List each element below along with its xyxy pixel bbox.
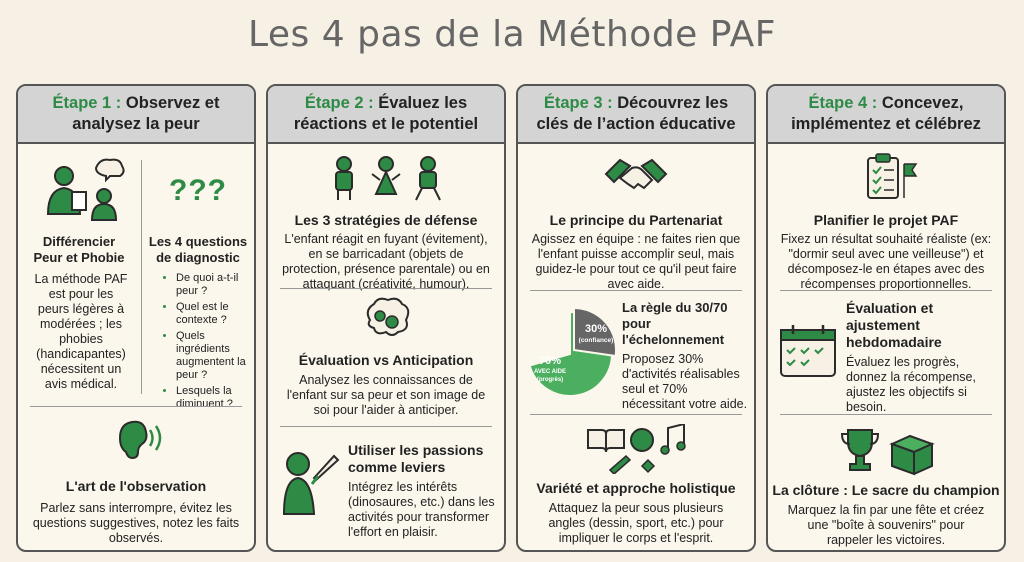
- diagnostic-question-4: • Lesquels la diminuent ?: [176, 385, 250, 411]
- section-divider: [530, 290, 742, 291]
- step-3-heading-line-2: clés de l’action éducative: [536, 115, 736, 133]
- section-divider: [30, 406, 242, 407]
- section-divider: [280, 426, 492, 427]
- step-2-label: Étape 2 :: [304, 94, 374, 112]
- weekly-title-line-2: ajustement: [846, 317, 920, 333]
- plan-project-title: Planifier le projet PAF: [813, 212, 959, 228]
- calendar-icon: [778, 322, 840, 380]
- pencil-icon: [610, 456, 630, 474]
- differentiate-title-line-1: Différencier: [42, 234, 116, 249]
- section-divider: [780, 290, 992, 291]
- pie-30-label: 30%: [584, 323, 608, 335]
- holistic-text: Attaquez la peur sous plusieurs angles (dessin, sport, etc.) pour impliquer le corps et l'esprit.: [548, 501, 724, 545]
- observation-text: Parlez sans interrompre, évitez les questions suggestives, notez les faits observés.: [32, 501, 240, 545]
- passions-text: Intégrez les intérêts (dinosaures, etc.) dans les activités pour transformer l'effort en plaisir.: [348, 480, 495, 539]
- step-4-card: [766, 84, 1006, 552]
- teacher-child-icon: [38, 154, 134, 226]
- evaluation-anticipation-section: [268, 352, 504, 418]
- weekly-text: Évaluez les progrès, donnez la récompense, ajustez les objectifs si besoin.: [846, 355, 976, 414]
- weekly-title-line-3: hebdomadaire: [846, 334, 942, 350]
- trophy-icon: [848, 430, 872, 456]
- section-divider: [780, 414, 992, 415]
- passions-section: [348, 442, 498, 540]
- passions-title-line-1: Utiliser les passions: [348, 442, 484, 458]
- rule-30-70-section: [622, 300, 752, 412]
- page-title: Les 4 pas de la Méthode PAF: [247, 14, 777, 55]
- passions-title-line-2: comme leviers: [348, 459, 446, 475]
- child-rocket-icon: [278, 448, 342, 520]
- brain-gears-icon: [362, 296, 410, 340]
- section-divider: [280, 288, 492, 289]
- step-4-heading-line-1: Concevez,: [881, 94, 964, 112]
- partnership-section: [518, 212, 754, 292]
- partnership-text: Agissez en équipe : ne faites rien que l'enfant puisse accomplir seul, mais guidez-le pour tout ce qu'il peut faire avec aide.: [531, 232, 741, 291]
- ear-icon: [112, 416, 168, 466]
- step-3-heading-line-1: Découvrez les: [617, 94, 729, 112]
- step-1-heading-line-1: Observez et: [125, 94, 220, 112]
- step-2-card: [266, 84, 506, 552]
- step-3-label: Étape 3 :: [543, 94, 613, 112]
- closing-section: [768, 482, 1004, 548]
- closing-text: Marquez la fin par une fête et créez une "boîte à souvenirs" pour rappeler les victoires.: [787, 503, 985, 547]
- partnership-title: Le principe du Partenariat: [549, 212, 723, 228]
- observation-section: [18, 478, 254, 546]
- differentiate-title-line-2: Peur et Phobie: [33, 250, 125, 265]
- pie-70-sublabel-2: (progrès): [536, 377, 564, 383]
- step-1-card: [16, 84, 256, 552]
- pie-30-sublabel: (confiance): [578, 337, 614, 344]
- closing-title: La clôture : Le sacre du champion: [772, 482, 1000, 498]
- step-4-header: [768, 86, 1004, 144]
- diagnostic-title-line-1: Les 4 questions: [148, 234, 248, 249]
- rule-text: Proposez 30% d'activités réalisables seul et 70% nécessitant votre aide.: [622, 352, 748, 411]
- step-3-header: [518, 86, 754, 144]
- checklist-flag-icon: [864, 152, 918, 204]
- evaluation-anticipation-text: Analysez les connaissances de l'enfant sur sa peur et son image de soi pour l'aider à anticiper.: [286, 373, 486, 417]
- evaluation-anticipation-title: Évaluation vs Anticipation: [298, 352, 474, 368]
- step-1-heading-line-2: analysez la peur: [72, 115, 200, 133]
- defense-strategies-text: L'enfant réagit en fuyant (évitement), en se barricadant (objets de protection, présence parentale) ou en attaquant (créativité, humour).: [282, 232, 490, 291]
- diagnostic-question-1: • De quoi a-t-il peur ?: [176, 272, 250, 298]
- step-1-header: [18, 86, 254, 144]
- diagnostic-question-3: • Quels ingrédients augmentent la peur ?: [176, 330, 250, 382]
- plan-project-section: [768, 212, 1004, 292]
- pie-70-sublabel-1: AVEC AIDE: [533, 369, 567, 375]
- holistic-title: Variété et approche holistique: [536, 480, 736, 496]
- ratio-pie-chart: [524, 308, 616, 400]
- diagnostic-title-line-2: de diagnostic: [156, 250, 240, 265]
- pie-70-label: 70%: [538, 355, 562, 367]
- ball-icon: [631, 429, 653, 451]
- rule-title-line-2: pour l'échelonnement: [622, 316, 725, 347]
- diagnostic-questions-list: [162, 272, 250, 411]
- holistic-section: [518, 480, 754, 546]
- activities-icons: [584, 424, 694, 474]
- section-divider: [530, 414, 742, 415]
- step-1-label: Étape 1 :: [52, 94, 122, 112]
- move-arrows-icon: [642, 460, 654, 472]
- step-4-label: Étape 4 :: [808, 94, 878, 112]
- handshake-icon: [604, 152, 668, 198]
- weekly-title-line-1: Évaluation et: [846, 300, 934, 316]
- step-2-header: [268, 86, 504, 144]
- differentiate-text: La méthode PAF est pour les peurs légères à modérées ; les phobies (handicapantes) nécessitent un avis médical.: [34, 272, 128, 391]
- weekly-evaluation-section: [846, 300, 1000, 415]
- trophy-box-icons: [838, 426, 938, 476]
- differentiate-section: [18, 234, 140, 392]
- observation-title: L'art de l'observation: [65, 478, 207, 494]
- defense-strategies-title: Les 3 stratégies de défense: [294, 212, 478, 228]
- three-children-icon: [326, 154, 446, 204]
- question-marks-icon: ???: [169, 174, 227, 207]
- defense-strategies-section: [268, 212, 504, 292]
- rule-title-line-1: La règle du 30/70: [622, 300, 728, 315]
- book-icon: [588, 430, 624, 452]
- plan-project-text: Fixez un résultat souhaité réaliste (ex: "dormir seul avec une veilleuse") et décomposez-le en étapes avec des récompenses proportionnelles.: [780, 232, 992, 291]
- diagnostic-questions-section: [142, 234, 254, 414]
- step-2-heading-line-1: Évaluez les: [378, 94, 468, 112]
- step-2-heading-line-2: réactions et le potentiel: [293, 115, 479, 133]
- step-4-heading-line-2: implémentez et célébrez: [791, 115, 981, 133]
- diagnostic-question-2: • Quel est le contexte ?: [176, 301, 250, 327]
- step-3-card: [516, 84, 756, 552]
